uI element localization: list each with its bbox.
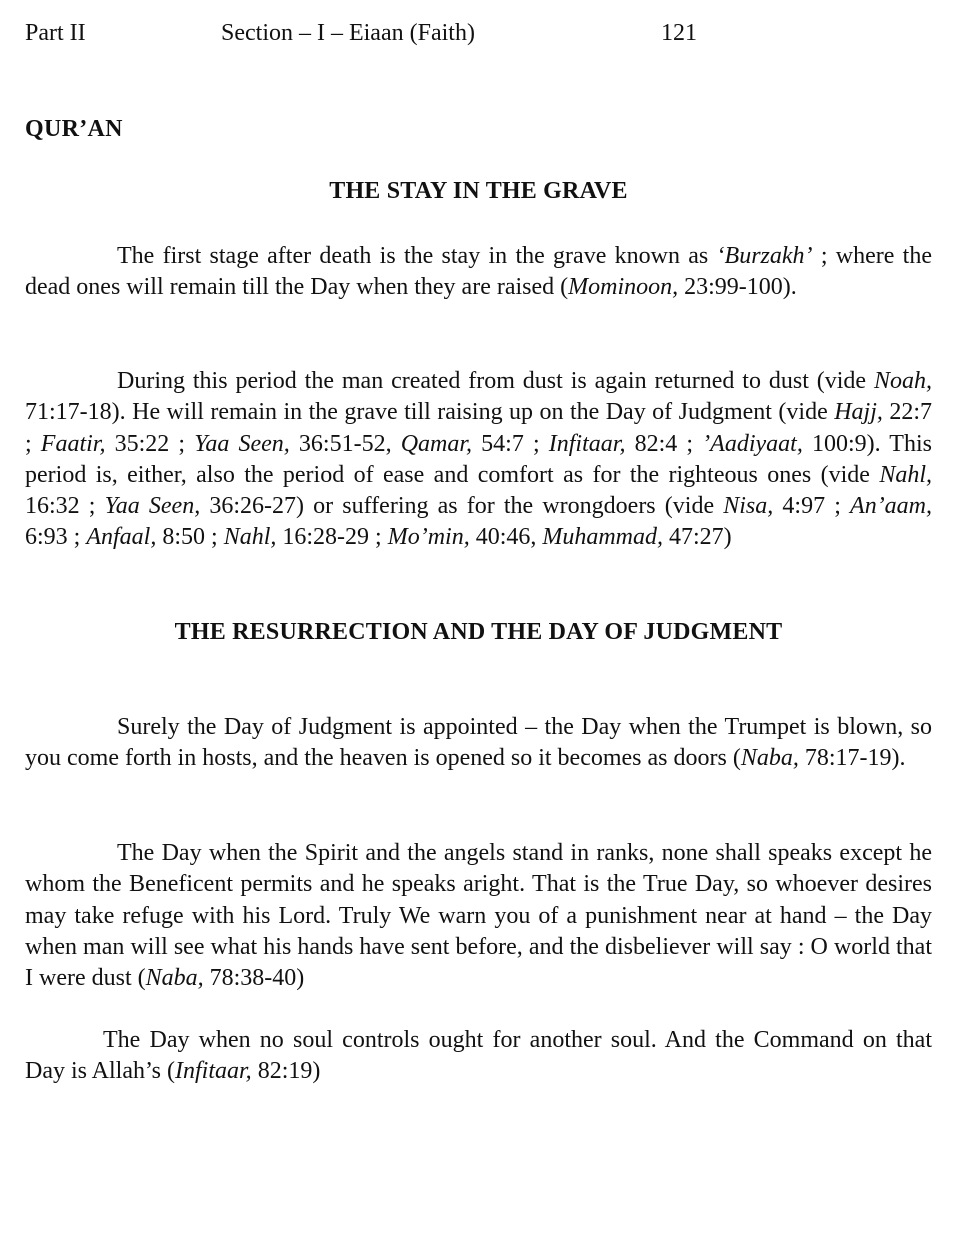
heading-resurrection: THE RESURRECTION AND THE DAY OF JUDGMENT (174, 619, 783, 645)
page-number: 121 (661, 20, 697, 46)
paragraph-trumpet: Surely the Day of Judgment is appointed – the Day when the Trumpet is blown, so you come forth in hosts, and the heaven is opened so it becomes as doors (Naba, 78:17-19). (25, 714, 932, 772)
page-header (25, 20, 925, 50)
paragraph-burzakh: The first stage after death is the stay in the grave known as ‘Burzakh’ ; where the dead ones will remain till the Day when they are raised (Mominoon, 23:99-100). (25, 243, 933, 301)
paragraph-grave-period: During this period the man created from dust is again returned to dust (vide Noah, 71:17-18). He will remain in the grave till raising up on the Day of Judgment (vide Hajj, 22:7 ; Faatir, 35:22 ; Yaa Seen, 36:51-52, Qamar, 54:7 ; Infitaar, 82:4 ; ’Aadiyaat, 100:9). This period is, either, also the period of ease and comfort as for the righteous ones (vide Nahl, 16:32 ; Yaa Seen, 36:26-27) or suffering as for the wrongdoers (vide Nisa, 4:97 ; An’aam, 6:93 ; Anfaal, 8:50 ; Nahl, 16:28-29 ; Mo’min, 40:46, Muhammad, 47:27) (25, 368, 933, 551)
source-label: QUR’AN (25, 116, 123, 142)
paragraph-no-soul: The Day when no soul controls ought for another soul. And the Command on that Day is Allah’s (Infitaar, 82:19) (25, 1027, 932, 1085)
paragraph-spirit-angels: The Day when the Spirit and the angels stand in ranks, none shall speaks except he whom the Beneficent permits and he speaks aright. That is the True Day, so whoever desires may take refuge with his Lord. Truly We warn you of a punishment near at hand – the Day when man will see what his hands have sent before, and the disbeliever will say : O world that I were dust (Naba, 78:38-40) (25, 840, 932, 992)
header-part: Part II (25, 20, 86, 46)
heading-stay-in-grave: THE STAY IN THE GRAVE (329, 178, 628, 204)
header-section: Section – I – Eiaan (Faith) (221, 20, 475, 46)
